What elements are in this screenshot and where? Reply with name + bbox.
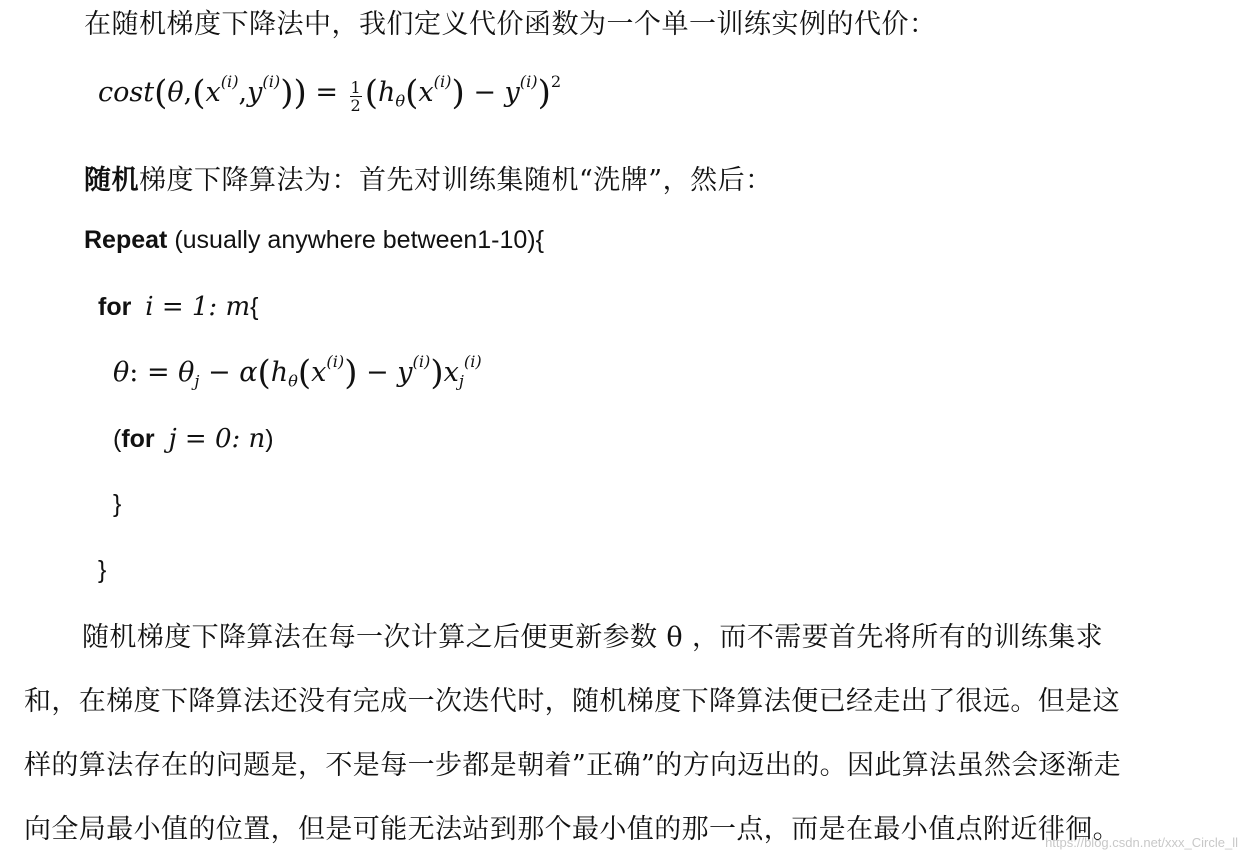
- x-symbol: x: [418, 76, 434, 108]
- h-symbol: h: [378, 76, 396, 108]
- for-j-keyword: for: [121, 425, 155, 453]
- cost-formula: $\cos t(\theta,(x^{(i)},y^{(i)}))$ = $\frac{1}{2}$ $(h_\theta(x^{(i)}) - y^{(i)})^2$: [98, 72, 562, 115]
- for-keyword: for: [98, 293, 132, 321]
- y-symbol: y: [397, 356, 413, 388]
- theta-symbol: θ: [113, 356, 130, 388]
- y-symbol: y: [247, 76, 263, 108]
- theta-symbol: θ: [167, 76, 184, 108]
- outer-closing-brace: }: [98, 556, 107, 584]
- loop-variable-i: i: [145, 292, 154, 322]
- inner-closing-brace: }: [113, 490, 122, 518]
- for-j-line: (for j = 0: n): [113, 424, 274, 454]
- watermark: https://blog.csdn.net/xxx_Circle_ll: [1045, 835, 1238, 850]
- update-rule: θ: = $\theta_j - \alpha(h_\theta(x^{(i)}) - y^{(i)})x_j^{(i)}$: [113, 352, 482, 393]
- theta-j-symbol: θ: [178, 356, 195, 388]
- loop-bound-m: m: [225, 292, 251, 322]
- repeat-keyword: Repeat: [84, 226, 168, 254]
- for-loop-line: for i = 1: m{: [98, 292, 259, 322]
- square-exponent: 2: [550, 72, 562, 91]
- superscript-i: (i): [519, 72, 538, 91]
- superscript-i: (i): [262, 72, 281, 91]
- algorithm-bold-word: 随机: [84, 165, 139, 196]
- loop-bound-n: n: [248, 424, 266, 454]
- one-half-fraction: $\frac{1}{2}$: [350, 77, 361, 115]
- algorithm-description: [84, 158, 773, 197]
- paragraph-line: 和，在梯度下降算法还没有完成一次迭代时，随机梯度下降算法便已经走出了很远。但是这: [24, 686, 1120, 717]
- x-symbol: x: [311, 356, 327, 388]
- explanation-paragraph: [24, 606, 1214, 862]
- paragraph-line: 向全局最小值的位置，但是可能无法站到那个最小值的那一点，而是在最小值点附近徘徊。: [24, 814, 1120, 845]
- superscript-i: (i): [433, 72, 452, 91]
- x-symbol: x: [205, 76, 221, 108]
- repeat-comment: (usually anywhere between1-10){: [167, 226, 544, 254]
- repeat-line: [84, 226, 544, 255]
- paragraph-line: 随机梯度下降算法在每一次计算之后便更新参数 θ ，而不需要首先将所有的训练集求: [82, 622, 1104, 653]
- minus-sign: −: [473, 76, 496, 108]
- x-j-symbol: x: [443, 356, 459, 388]
- paragraph-line: 样的算法存在的问题是，不是每一步都是朝着”正确”的方向迈出的。因此算法虽然会逐渐走: [24, 750, 1122, 781]
- superscript-i: (i): [220, 72, 239, 91]
- alpha-symbol: α: [239, 356, 258, 388]
- cost-name: cost: [98, 76, 155, 108]
- loop-variable-j: j: [168, 424, 177, 454]
- subscript-theta: θ: [395, 91, 406, 111]
- algorithm-description-rest: 梯度下降算法为：首先对训练集随机“洗牌”，然后：: [139, 165, 773, 196]
- intro-text: 在随机梯度下降法中，我们定义代价函数为一个单一训练实例的代价：: [84, 9, 937, 40]
- y-symbol: y: [504, 76, 520, 108]
- h-symbol: h: [270, 356, 289, 388]
